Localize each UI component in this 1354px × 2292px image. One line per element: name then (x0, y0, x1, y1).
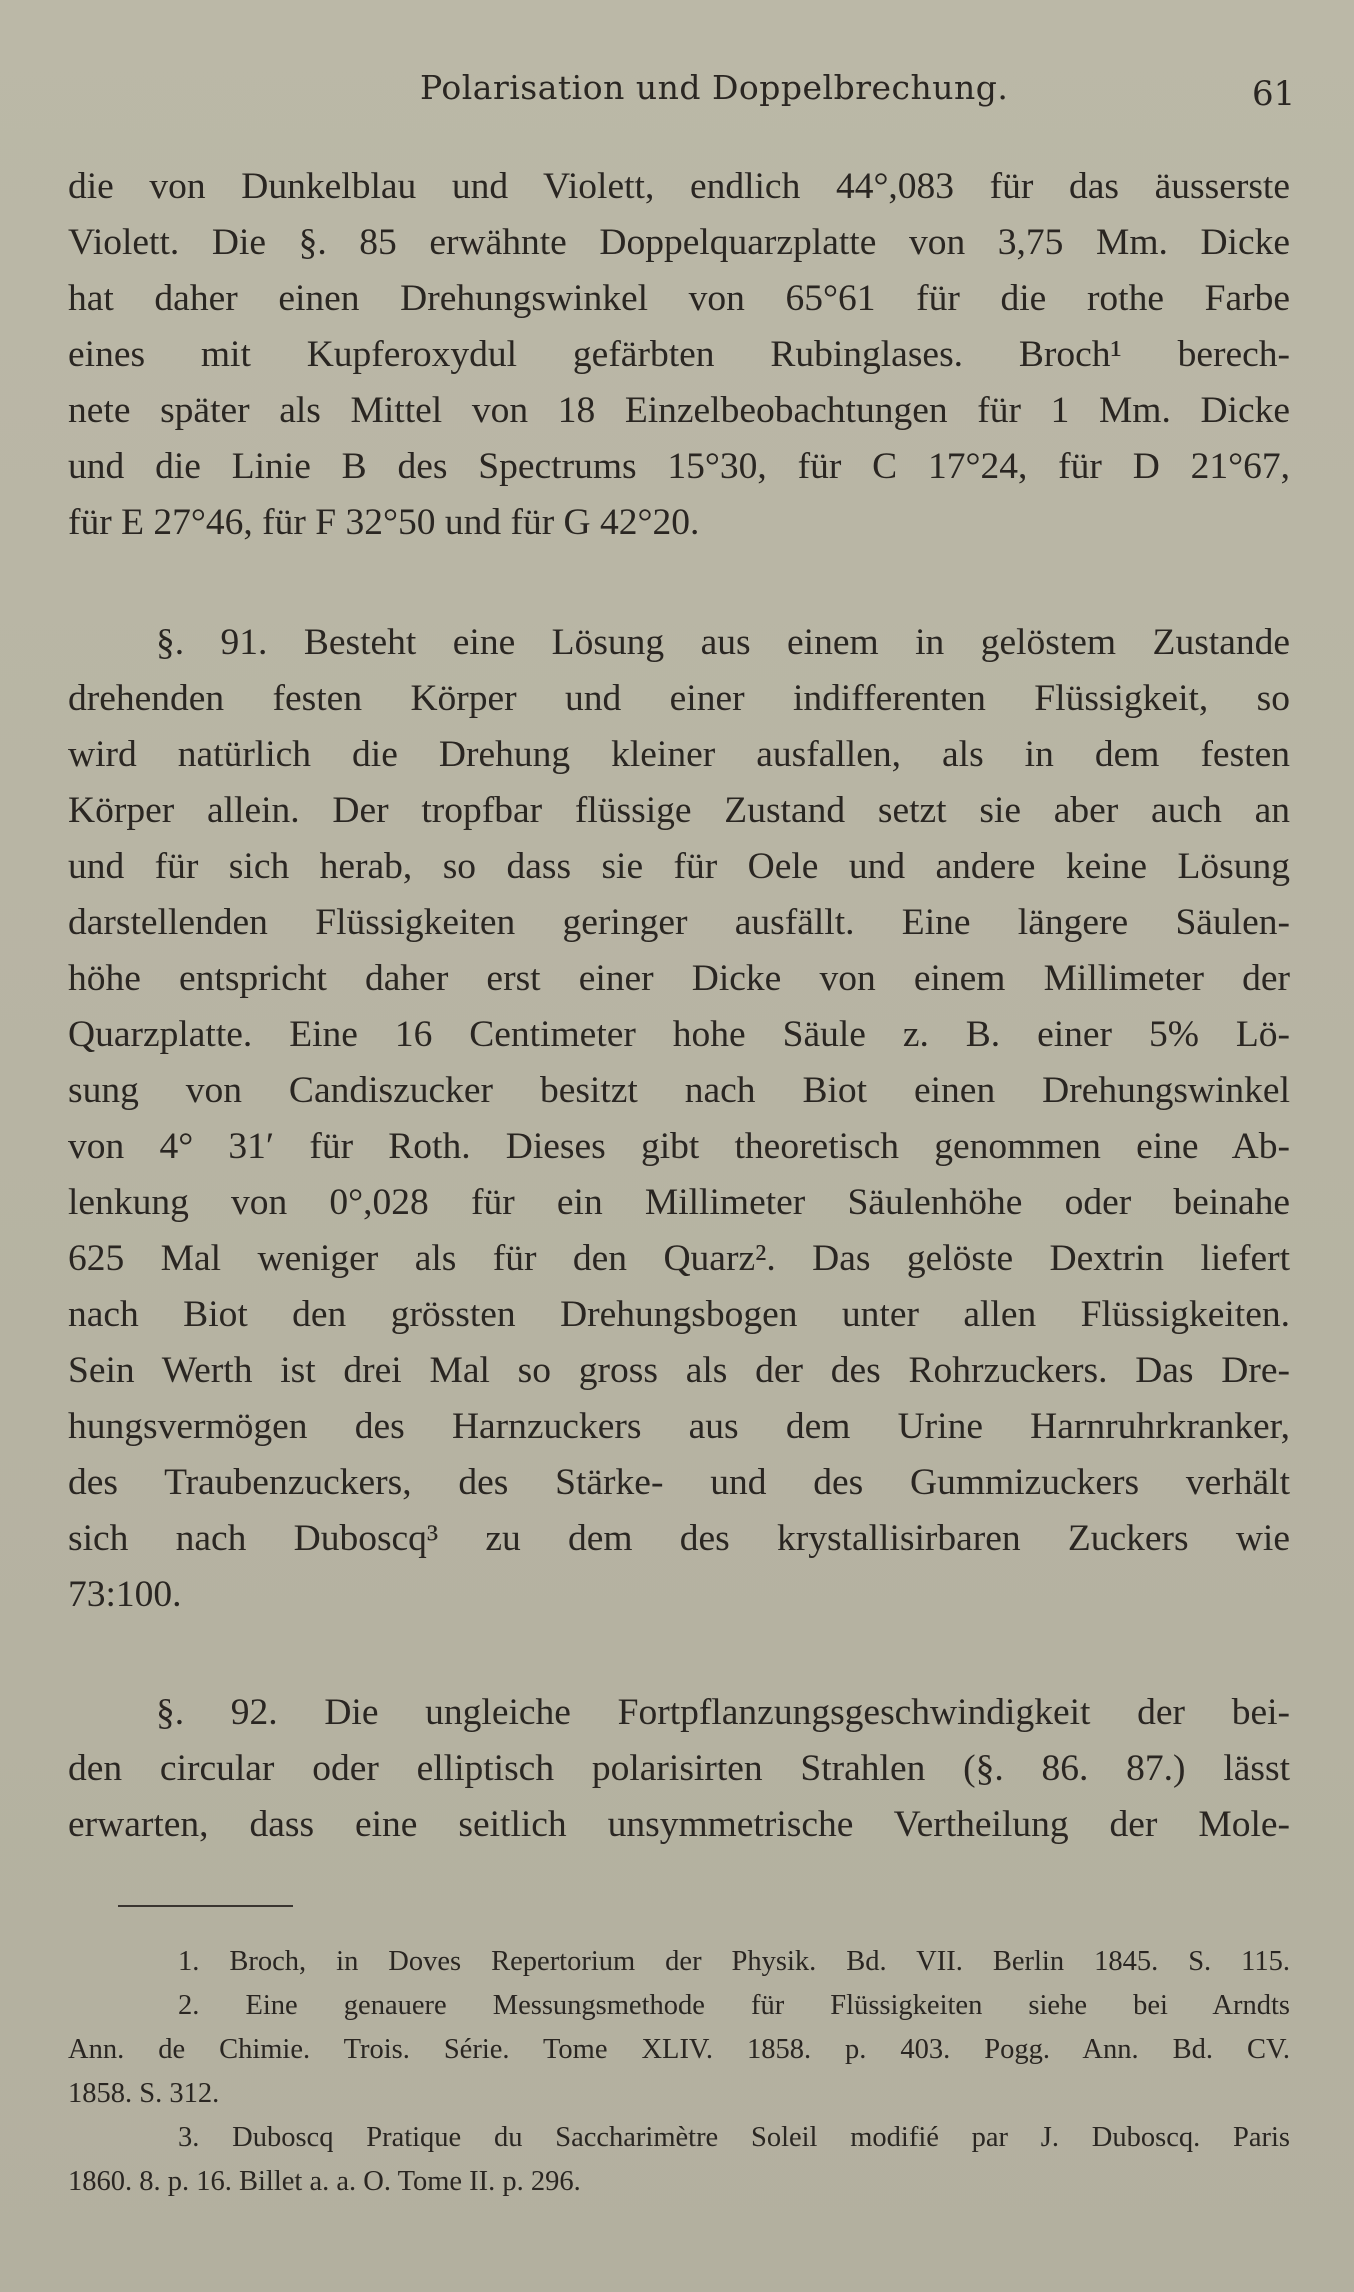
text-line: drehenden festen Körper und einer indifferenten Flüssigkeit, so (68, 678, 1290, 719)
text-line: Quarzplatte. Eine 16 Centimeter hohe Säule z. B. einer 5% Lö- (68, 1014, 1290, 1055)
text-line: wird natürlich die Drehung kleiner ausfallen, als in dem festen (68, 734, 1290, 775)
footnote-line: 3. Duboscq Pratique du Saccharimètre Soleil modifié par J. Duboscq. Paris (178, 2122, 1290, 2153)
text-line: nach Biot den grössten Drehungsbogen unter allen Flüssigkeiten. (68, 1294, 1290, 1335)
footnote-line: 1. Broch, in Doves Repertorium der Physik. Bd. VII. Berlin 1845. S. 115. (178, 1946, 1290, 1977)
text-line: Violett. Die §. 85 erwähnte Doppelquarzplatte von 3,75 Mm. Dicke (68, 222, 1290, 263)
text-line: von 4° 31′ für Roth. Dieses gibt theoretisch genommen eine Ab- (68, 1126, 1290, 1167)
text-line: und die Linie B des Spectrums 15°30, für C 17°24, für D 21°67, (68, 446, 1290, 487)
text-line: eines mit Kupferoxydul gefärbten Rubinglases. Broch¹ berech- (68, 334, 1290, 375)
paragraph-first-line: §. 91. Besteht eine Lösung aus einem in gelöstem Zustande (156, 622, 1290, 663)
text-line: 73:100. (68, 1574, 182, 1615)
text-line: nete später als Mittel von 18 Einzelbeobachtungen für 1 Mm. Dicke (68, 390, 1290, 431)
text-line: lenkung von 0°,028 für ein Millimeter Säulenhöhe oder beinahe (68, 1182, 1290, 1223)
paragraph-first-line: §. 92. Die ungleiche Fortpflanzungsgeschwindigkeit der bei- (156, 1692, 1290, 1733)
footnote-rule (118, 1905, 293, 1907)
page-number: 61 (1252, 74, 1296, 114)
text-line: und für sich herab, so dass sie für Oele und andere keine Lösung (68, 846, 1290, 887)
footnote-line: 1858. S. 312. (68, 2078, 220, 2109)
text-line: höhe entspricht daher erst einer Dicke von einem Millimeter der (68, 958, 1290, 999)
text-line: hat daher einen Drehungswinkel von 65°61 für die rothe Farbe (68, 278, 1290, 319)
page-header (0, 68, 1354, 128)
text-line: darstellenden Flüssigkeiten geringer ausfällt. Eine längere Säulen- (68, 902, 1290, 943)
text-line: die von Dunkelblau und Violett, endlich 44°,083 für das äusserste (68, 166, 1290, 207)
footnote-line: 2. Eine genauere Messungsmethode für Flüssigkeiten siehe bei Arndts (178, 1990, 1290, 2021)
text-line: den circular oder elliptisch polarisirten Strahlen (§. 86. 87.) lässt (68, 1748, 1290, 1789)
text-line: sich nach Duboscq³ zu dem des krystallisirbaren Zuckers wie (68, 1518, 1290, 1559)
text-line: sung von Candiszucker besitzt nach Biot einen Drehungswinkel (68, 1070, 1290, 1111)
text-line: des Traubenzuckers, des Stärke- und des Gummizuckers verhält (68, 1462, 1290, 1503)
footnote-line: 1860. 8. p. 16. Billet a. a. O. Tome II. p. 296. (68, 2166, 581, 2197)
text-line: hungsvermögen des Harnzuckers aus dem Urine Harnruhrkranker, (68, 1406, 1290, 1447)
text-line: erwarten, dass eine seitlich unsymmetrische Vertheilung der Mole- (68, 1804, 1290, 1845)
text-line: Sein Werth ist drei Mal so gross als der des Rohrzuckers. Das Dre- (68, 1350, 1290, 1391)
text-line: Körper allein. Der tropfbar flüssige Zustand setzt sie aber auch an (68, 790, 1290, 831)
text-line: 625 Mal weniger als für den Quarz². Das gelöste Dextrin liefert (68, 1238, 1290, 1279)
footnote-line: Ann. de Chimie. Trois. Série. Tome XLIV. 1858. p. 403. Pogg. Ann. Bd. CV. (68, 2034, 1290, 2065)
text-line: für E 27°46, für F 32°50 und für G 42°20. (68, 502, 700, 543)
running-title: Polarisation und Doppelbrechung. (420, 68, 1009, 107)
